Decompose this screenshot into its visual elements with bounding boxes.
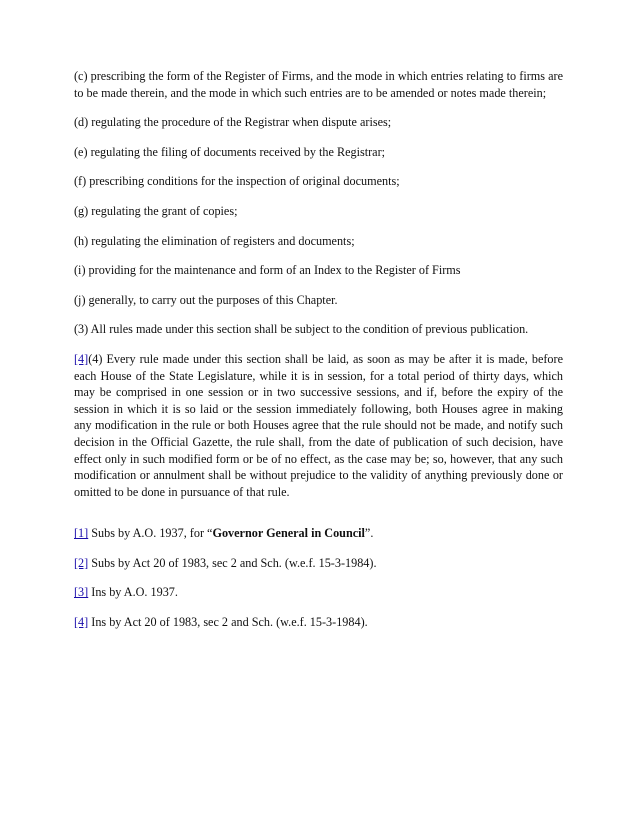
footnote-3-link[interactable]: [3] <box>74 585 89 600</box>
notes-spacer <box>74 513 563 525</box>
subsection-4-text: (4) Every rule made under this section shall be laid, as soon as may be after it is made, before each House of the State Legislature, while it is in session, for a total period of thirty days, which may be comprised in one session or in two successive sessions, and if, before the expiry of the session in which it is so laid or the session immediately following, both Houses agree in making any modification in the rule or both Houses agree that the rule should not be made, and notify such decision in the Official Gazette, the rule shall, from the date of publication of such decision, have effect only in such modified form or be of no effect, as the case may be; so, however, that any such modification or annulment shall be without prejudice to the validity of anything previously done or omitted to be done in pursuance of that rule. <box>74 351 563 499</box>
footnote-1-bold: Governor General in Council <box>212 526 365 541</box>
clause-j: (j) generally, to carry out the purposes of this Chapter. <box>74 292 338 307</box>
footnote-4-link[interactable]: [4] <box>74 615 89 630</box>
footnote-ref-4-link[interactable]: [4] <box>74 351 89 366</box>
clause-d: (d) regulating the procedure of the Registrar when dispute arises; <box>74 115 392 130</box>
footnote-2-text: Subs by Act 20 of 1983, sec 2 and Sch. (w.e.f. 15-3-1984). <box>88 555 377 570</box>
footnote-1-text: Subs by A.O. 1937, for “ <box>88 526 213 541</box>
clause-h: (h) regulating the elimination of registers and documents; <box>74 233 355 248</box>
footnote-3 <box>74 584 563 601</box>
footnote-1-tail: ”. <box>364 526 374 541</box>
footnote-2 <box>74 555 563 572</box>
clause-g: (g) regulating the grant of copies; <box>74 203 238 218</box>
document-page <box>74 68 563 644</box>
footnote-3-text: Ins by A.O. 1937. <box>88 585 178 600</box>
clause-f: (f) prescribing conditions for the inspection of original documents; <box>74 174 400 189</box>
footnote-1 <box>74 525 563 542</box>
footnote-4-text: Ins by Act 20 of 1983, sec 2 and Sch. (w.e.f. 15-3-1984). <box>88 615 368 630</box>
clause-c: (c) prescribing the form of the Register of Firms, and the mode in which entries relating to firms are to be made therein, and the mode in which such entries are to be amended or notes made therein; <box>74 69 563 100</box>
footnote-1-link[interactable]: [1] <box>74 526 89 541</box>
subsection-3: (3) All rules made under this section shall be subject to the condition of previous publication. <box>74 322 529 337</box>
footnote-4 <box>74 614 563 631</box>
clause-i: (i) providing for the maintenance and form of an Index to the Register of Firms <box>74 263 461 278</box>
footnote-2-link[interactable]: [2] <box>74 555 89 570</box>
subsection-4 <box>74 351 563 500</box>
clause-e: (e) regulating the filing of documents received by the Registrar; <box>74 144 386 159</box>
